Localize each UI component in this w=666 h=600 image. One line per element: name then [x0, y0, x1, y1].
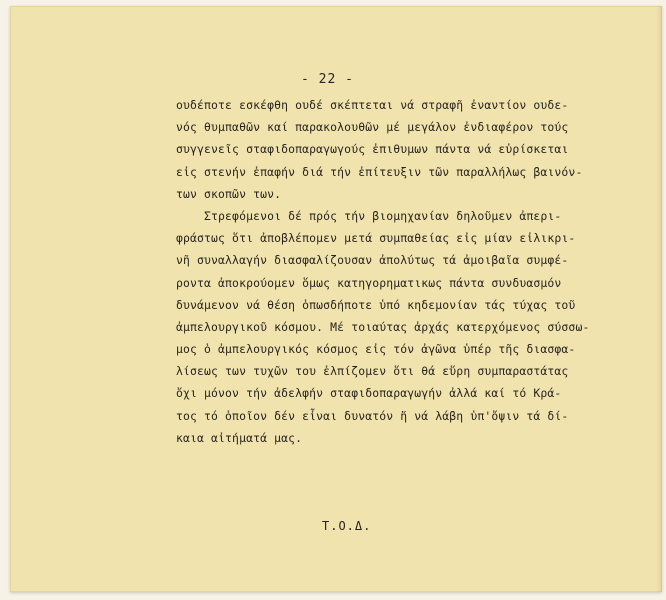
signature-initials: Τ.Ο.Δ. [322, 519, 372, 533]
text-line: νῆ συναλλαγήν διασφαλίζουσαν ἀπολύτως τά ἀμοιβαῖα συμφέ- [176, 253, 569, 268]
page-edge-shadow [656, 6, 662, 592]
text-line: φράστως ὅτι ἀποβλέπομεν μετά συμπαθείας εἰς μίαν εἰλικρι- [176, 231, 576, 246]
text-line: καια αἰτήματά μας. [176, 430, 303, 445]
text-line: νός θυμπαθῶν καί παρακολουθῶν μέ μεγάλον ἐνδιαφέρον τούς [176, 120, 569, 135]
text-line: ροντα ἀποκρούομεν ὅμως κατηγορηματικως πάντα συνδυασμόν [176, 275, 562, 290]
text-line: ὄχι μόνον τήν ἀδελφήν σταφιδοπαραγωγήν ἀλλά καί τό Κρά- [176, 386, 562, 401]
text-line: των σκοπῶν των. [176, 186, 282, 201]
body-text [176, 94, 636, 449]
text-line: συγγενεῖς σταφιδοπαραγωγούς ἐπιθυμων πάντα νά εὑρίσκεται [176, 142, 569, 157]
text-line: τος τό ὁποῖον δέν εἶναι δυνατόν ἤ νά λάβη ὑπ'ὄψιν τά δί- [176, 408, 569, 423]
text-line: εἰς στενήν ἐπαφήν διά τήν ἐπίτευξιν τῶν παραλλήλως βαινόν- [176, 164, 583, 179]
page-number: - 22 - [301, 72, 354, 87]
text-line: μος ὁ ἀμπελουργικός κόσμος εἰς τόν ἀγῶνα ὑπέρ τῆς διασφα- [176, 342, 576, 357]
text-line: δυνάμενον νά θέση ὁπωσδήποτε ὑπό κηδεμονίαν τάς τύχας τοῦ [176, 297, 576, 312]
text-line: ἀμπελουργικοῦ κόσμου. Μέ τοιαύτας ἀρχάς κατερχόμενος σύσσω- [176, 319, 590, 334]
text-line: ουδέποτε εσκέφθη ουδέ σκέπτεται νά στραφῆ ἐναντίον ουδε- [176, 98, 569, 112]
text-line: Στρεφόμενοι δέ πρός τήν βιομηχανίαν δηλοῦμεν ἀπερι- [176, 208, 562, 223]
text-line: λίσεως των τυχῶν του ἐλπίζομεν ὅτι θά εὕρη συμπαραστάτας [176, 364, 569, 379]
